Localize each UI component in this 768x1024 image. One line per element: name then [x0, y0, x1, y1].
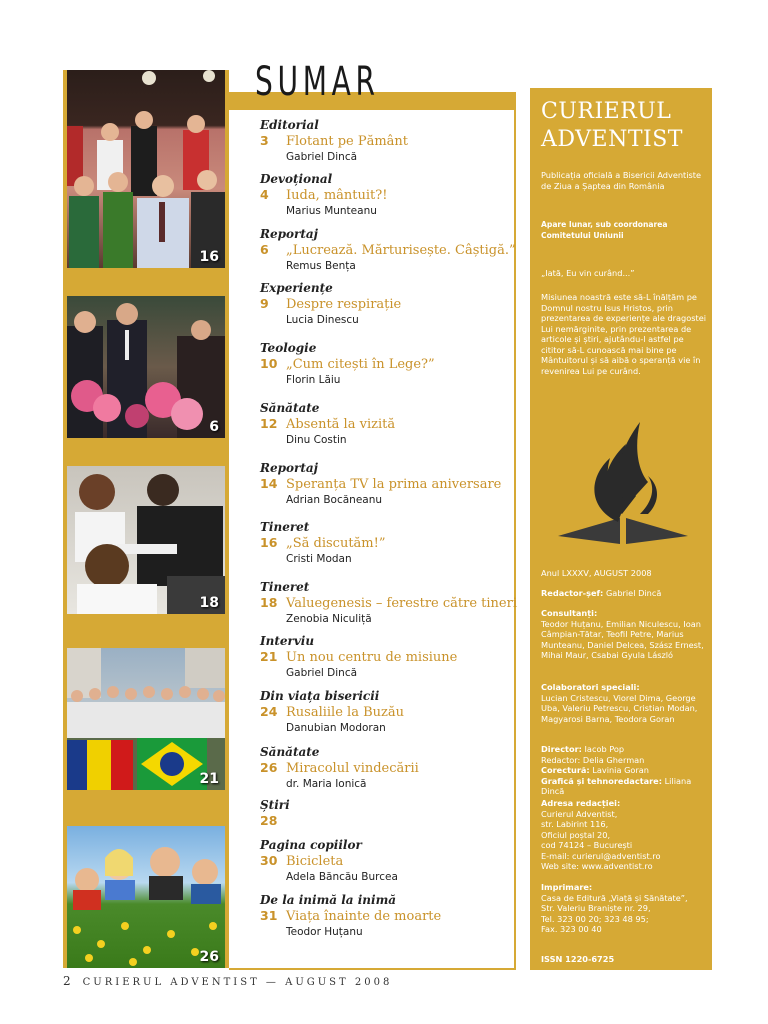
toc-entry[interactable]: [260, 227, 516, 273]
toc-entry[interactable]: [260, 580, 517, 626]
group-flags-illustration: [67, 648, 225, 790]
toc-category: Editorial: [260, 118, 319, 132]
photo-youth-discussion[interactable]: [67, 466, 225, 614]
toc-page-number: 4: [260, 187, 269, 202]
design-name: Liliana Dincă: [541, 775, 692, 796]
toc-category: Pagina copiilor: [260, 838, 362, 852]
issue-number: Anul LXXXV, AUGUST 2008: [541, 568, 652, 578]
design-label: Grafică și tehnoredactare:: [541, 775, 662, 786]
address-label: Adresa redacției:: [541, 798, 621, 808]
church-logo-icon: [548, 418, 698, 558]
toc-entry[interactable]: [260, 798, 512, 830]
toc-category: Tineret: [260, 520, 310, 534]
toc-entry[interactable]: [260, 341, 512, 387]
toc-entry[interactable]: [260, 461, 512, 507]
toc-category: Sănătate: [260, 401, 320, 415]
toc-entry[interactable]: [260, 118, 512, 164]
toc-title[interactable]: Viața înainte de moarte: [286, 909, 442, 924]
toc-title[interactable]: Flotant pe Pământ: [286, 134, 409, 149]
toc-author: Lucia Dinescu: [286, 314, 359, 326]
page-footer: [63, 974, 392, 988]
print-line: Str. Valeriu Braniște nr. 29,: [541, 903, 651, 913]
proof-label: Corectură:: [541, 765, 590, 775]
print-line: Tel. 323 00 20; 323 48 95;: [541, 913, 649, 924]
print-label: Imprimare:: [541, 882, 593, 892]
page-number: 2: [63, 974, 71, 988]
toc-title[interactable]: Rusaliile la Buzău: [286, 705, 404, 720]
toc-title[interactable]: „Să discutăm!”: [286, 536, 386, 551]
print-line: Fax. 323 00 40: [541, 924, 602, 934]
toc-author: Cristi Modan: [286, 553, 352, 565]
toc-entry[interactable]: [260, 520, 512, 566]
magazine-name-line1: CURIERUL: [541, 99, 672, 124]
toc-author: Danubian Modoran: [286, 722, 386, 734]
photo-page-number: 6: [209, 419, 219, 435]
toc-page-number: 26: [260, 760, 278, 775]
photo-page-number: 16: [199, 249, 219, 265]
redactor-name: Delia Gherman: [582, 754, 645, 765]
toc-title[interactable]: Miracolul vindecării: [286, 761, 419, 776]
toc-title[interactable]: Valuegenesis – ferestre către tineri: [286, 596, 517, 611]
photo-page-number: 21: [199, 771, 219, 787]
toc-entry[interactable]: [260, 281, 512, 327]
toc-entry[interactable]: [260, 745, 512, 791]
toc-author: dr. Maria Ionică: [286, 778, 367, 790]
toc-entry[interactable]: [260, 893, 512, 939]
photo-group-flags[interactable]: [67, 648, 225, 790]
toc-category: De la inimă la inimă: [260, 893, 397, 907]
ceremony-illustration: [67, 296, 225, 438]
toc-entry[interactable]: [260, 634, 512, 680]
magazine-name-line2: ADVENTIST: [541, 127, 683, 152]
masthead-frequency: Apare lunar, sub coordonarea Comitetului Uniunii: [541, 220, 668, 240]
toc-page-number: 9: [260, 296, 269, 311]
toc-category: Reportaj: [260, 227, 318, 241]
masthead-mission: Misiunea noastră este să-L înălțăm pe Domnul nostru Isus Hristos, prin prezentarea de experiențe ale dragostei Lui nemărginite, prin prezentarea de articole și știri, ajutându-l astfel pe cititor să-L cunoască mai bine pe Mântuitorul și să aibă o speranță vie în revenirea Lui pe curând.: [541, 292, 707, 376]
director-name: Iacob Pop: [584, 744, 625, 754]
studio-group-illustration: [67, 70, 225, 268]
toc-page-number: 18: [260, 595, 278, 610]
masthead-panel: [530, 88, 712, 970]
director-label: Director:: [541, 744, 582, 754]
toc-author: Remus Bența: [286, 260, 356, 272]
photo-page-number: 26: [199, 949, 219, 965]
proof-name: Lavinia Goran: [592, 765, 649, 775]
masthead-quote: „Iată, Eu vin curând...”: [541, 268, 635, 278]
footer-text: CURIERUL ADVENTIST — AUGUST 2008: [82, 977, 393, 988]
address-line: Oficiul poștal 20,: [541, 829, 611, 840]
redactor-label: Redactor:: [541, 754, 581, 765]
toc-title[interactable]: Bicicleta: [286, 854, 344, 869]
toc-page-number: 16: [260, 535, 278, 550]
toc-author: Marius Munteanu: [286, 205, 377, 217]
toc-category: Sănătate: [260, 745, 320, 759]
toc-category: Interviu: [260, 634, 315, 648]
toc-category: Reportaj: [260, 461, 318, 475]
email-link[interactable]: E-mail: curierul@adventist.ro: [541, 850, 661, 861]
toc-category: Știri: [260, 798, 290, 812]
address-line: str. Labirint 116,: [541, 819, 609, 829]
toc-entry[interactable]: [260, 689, 512, 735]
toc-author: Zenobia Niculiță: [286, 613, 372, 625]
toc-category: Din viața bisericii: [260, 689, 380, 703]
collaborators-label: Colaboratori speciali:: [541, 682, 640, 692]
toc-category: Experiențe: [260, 281, 333, 295]
toc-category: Tineret: [260, 580, 310, 594]
toc-title[interactable]: Iuda, mântuit?!: [286, 188, 388, 203]
collaborators-list: Lucian Cristescu, Viorel Dima, George Uba, Valeriu Petrescu, Cristian Modan, Magyarosi Barna, Teodora Goran: [541, 692, 698, 724]
toc-entry[interactable]: [260, 172, 512, 218]
toc-page-number: 3: [260, 133, 269, 148]
toc-title[interactable]: Absentă la vizită: [286, 417, 396, 432]
children-meadow-illustration: [67, 826, 225, 968]
photo-children-meadow[interactable]: [67, 826, 225, 968]
toc-author: Adrian Bocăneanu: [286, 494, 383, 506]
photo-ceremony[interactable]: [67, 296, 225, 438]
address-line: Curierul Adventist,: [541, 808, 618, 819]
toc-page-number: 21: [260, 649, 278, 664]
toc-author: Teodor Huțanu: [286, 926, 363, 938]
toc-category: Devoțional: [260, 172, 333, 186]
toc-author: Adela Băncău Burcea: [286, 871, 398, 883]
masthead-tagline: Publicația oficială a Bisericii Adventiste de Ziua a Șaptea din România: [541, 170, 702, 191]
toc-title[interactable]: Speranța TV la prima aniversare: [286, 477, 502, 492]
toc-page-number: 6: [260, 242, 269, 257]
toc-author: Gabriel Dincă: [286, 151, 358, 163]
magazine-name: [541, 98, 683, 154]
photo-column: [63, 70, 229, 968]
issn: ISSN 1220-6725: [541, 954, 615, 964]
toc-page-number: 24: [260, 704, 278, 719]
photo-studio-group[interactable]: [67, 70, 225, 268]
address-line: cod 74124 – București: [541, 840, 633, 850]
consultants-label: Consultanți:: [541, 608, 598, 618]
toc-page-number: 30: [260, 853, 278, 868]
toc-author: Gabriel Dincă: [286, 667, 358, 679]
toc-page-number: 31: [260, 908, 278, 923]
toc-title[interactable]: „Lucrează. Mărturisește. Câștigă.”: [286, 243, 516, 258]
toc-title[interactable]: Un nou centru de misiune: [286, 650, 458, 665]
toc-author: Dinu Costin: [286, 434, 347, 446]
consultants-list: Teodor Huțanu, Emilian Niculescu, Ioan Câmpian-Tătar, Teofil Petre, Marius Munteanu, Daniel Delcea, Szász Ernest, Mihai Maur, Csabai Gyula László: [541, 618, 704, 660]
toc-entry[interactable]: [260, 401, 512, 447]
toc-entry[interactable]: [260, 838, 512, 884]
youth-discussion-illustration: [67, 466, 225, 614]
page-title: SUMAR: [255, 59, 380, 105]
toc-title[interactable]: Despre respirație: [286, 297, 402, 312]
photo-page-number: 18: [199, 595, 219, 611]
toc-title[interactable]: „Cum citești în Lege?”: [286, 357, 435, 372]
toc-page-number: 10: [260, 356, 278, 371]
toc-page-number: 14: [260, 476, 278, 491]
toc-page-number: 28: [260, 813, 278, 828]
toc-author: Florin Lăiu: [286, 374, 341, 386]
print-line: Casa de Editură „Viață și Sănătate”,: [541, 892, 688, 903]
website-link[interactable]: Web site: www.adventist.ro: [541, 861, 653, 871]
toc-category: Teologie: [260, 341, 317, 355]
editor-label: Redactor-șef:: [541, 588, 604, 598]
toc-page-number: 12: [260, 416, 278, 431]
editor-name: Gabriel Dincă: [605, 588, 662, 598]
